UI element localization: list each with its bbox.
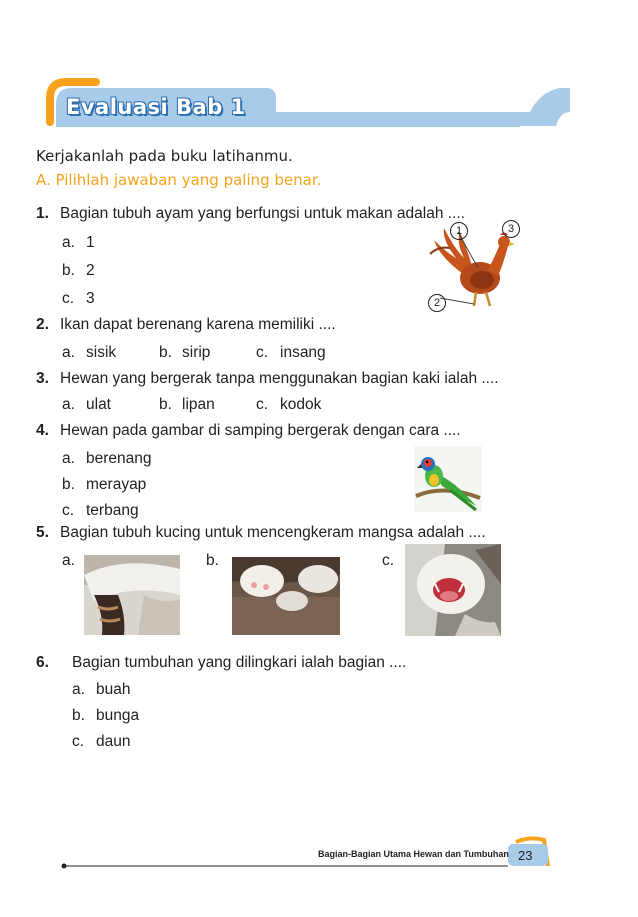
option-letter: b. bbox=[72, 707, 85, 724]
option-letter: a. bbox=[62, 344, 75, 361]
question-number: 5. bbox=[36, 524, 49, 541]
question-text: Bagian tubuh ayam yang berfungsi untuk makan adalah .... bbox=[60, 205, 465, 222]
question-number: 6. bbox=[36, 654, 49, 671]
question-text: Bagian tumbuhan yang dilingkari ialah bagian .... bbox=[72, 654, 407, 671]
chapter-title: Evaluasi Bab 1 bbox=[66, 95, 246, 119]
cat-mouth-image bbox=[405, 544, 501, 636]
option-letter: c. bbox=[62, 502, 75, 519]
option-text: bunga bbox=[96, 707, 140, 724]
option-letter: a. bbox=[72, 681, 85, 698]
option-letter: c. bbox=[256, 396, 269, 413]
figure-label-circle bbox=[502, 220, 520, 238]
option-text: daun bbox=[96, 733, 131, 750]
cat-paw-image bbox=[232, 557, 340, 635]
option-text: 2 bbox=[86, 262, 95, 279]
question-text: Ikan dapat berenang karena memiliki .... bbox=[60, 316, 336, 333]
figure-label: 2 bbox=[433, 297, 441, 309]
question-number: 1. bbox=[36, 205, 49, 222]
option-letter: c. bbox=[62, 290, 75, 307]
footer-rule-graphic bbox=[0, 830, 638, 890]
option-text: terbang bbox=[86, 502, 139, 519]
option-text: sirip bbox=[182, 344, 211, 361]
option-text: buah bbox=[96, 681, 131, 698]
question-number: 4. bbox=[36, 422, 49, 439]
option-text: kodok bbox=[280, 396, 322, 413]
page-footer bbox=[0, 830, 638, 890]
question-text: Hewan pada gambar di samping bergerak dengan cara .... bbox=[60, 422, 461, 439]
chapter-header bbox=[0, 0, 638, 140]
option-letter: a. bbox=[62, 234, 75, 251]
option-letter: a. bbox=[62, 552, 75, 569]
option-letter: c. bbox=[382, 552, 395, 569]
parrot-image bbox=[414, 446, 482, 512]
option-text: insang bbox=[280, 344, 326, 361]
question-number: 2. bbox=[36, 316, 49, 333]
option-text: lipan bbox=[182, 396, 215, 413]
header-banner-graphic bbox=[0, 0, 638, 140]
footer-book-title: Bagian-Bagian Utama Hewan dan Tumbuhan bbox=[318, 849, 509, 859]
option-text: berenang bbox=[86, 450, 152, 467]
cat-tail-image bbox=[84, 555, 180, 635]
figure-label-circle bbox=[450, 222, 468, 240]
option-letter: a. bbox=[62, 450, 75, 467]
question-text: Bagian tubuh kucing untuk mencengkeram mangsa adalah .... bbox=[60, 524, 486, 541]
option-letter: c. bbox=[256, 344, 269, 361]
option-text: 1 bbox=[86, 234, 95, 251]
figure-label: 3 bbox=[507, 223, 515, 235]
question-number: 3. bbox=[36, 370, 49, 387]
option-letter: c. bbox=[72, 733, 85, 750]
option-letter: a. bbox=[62, 396, 75, 413]
option-letter: b. bbox=[206, 552, 219, 569]
figure-label-circle bbox=[428, 294, 446, 312]
option-letter: b. bbox=[159, 396, 172, 413]
option-letter: b. bbox=[159, 344, 172, 361]
option-text: merayap bbox=[86, 476, 147, 493]
option-text: ulat bbox=[86, 396, 111, 413]
section-instruction: A. Pilihlah jawaban yang paling benar. bbox=[36, 171, 322, 189]
option-text: 3 bbox=[86, 290, 95, 307]
question-text: Hewan yang bergerak tanpa menggunakan bagian kaki ialah .... bbox=[60, 370, 499, 387]
option-letter: b. bbox=[62, 476, 75, 493]
rooster-image bbox=[420, 218, 530, 318]
option-text: sisik bbox=[86, 344, 117, 361]
page-number: 23 bbox=[518, 848, 533, 863]
option-letter: b. bbox=[62, 262, 75, 279]
figure-label: 1 bbox=[455, 225, 463, 237]
instruction-line: Kerjakanlah pada buku latihanmu. bbox=[36, 147, 293, 165]
